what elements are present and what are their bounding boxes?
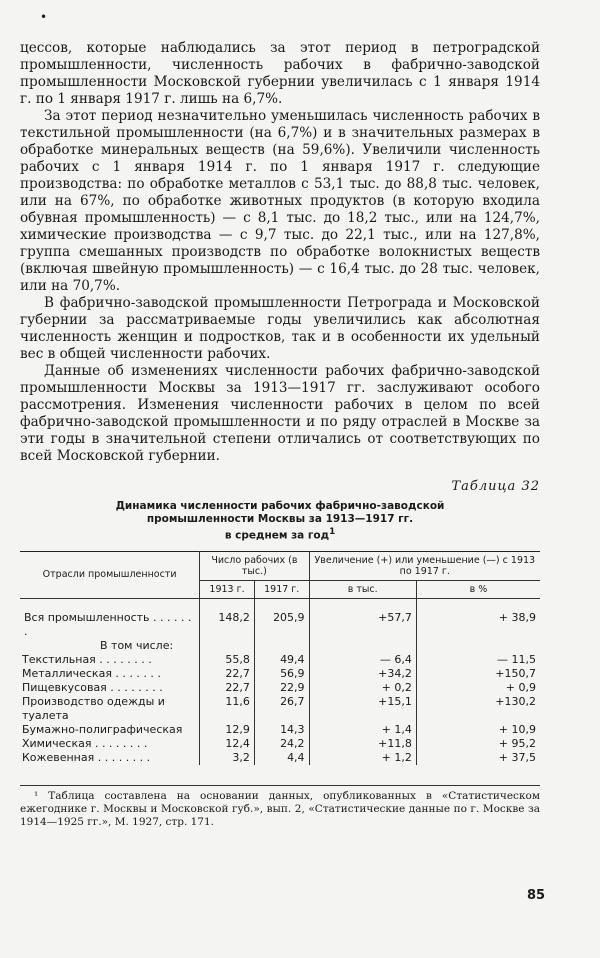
header-branch: Отрасли промышленности [20, 551, 200, 598]
paragraph-4: Данные об изменениях численности рабочих фабрично-заводской промышленности Москвы за 1913—1917 гг. заслуживают особого рассмотрения. Изменения численности рабочих в целом по всей фабрично-заводской промышленности и по ряду отраслей в Москве за эти годы в значительной степени отличались от соответствующих по всей Московской губернии. [20, 363, 540, 464]
row-pct: + 38,9 [416, 611, 540, 639]
table-title-line-1: Динамика численности рабочих фабрично-заводской [115, 500, 445, 512]
table-title [20, 500, 540, 543]
row-pct: + 10,9 [416, 723, 540, 737]
row-1917: 26,7 [254, 695, 309, 723]
table-row [20, 681, 540, 695]
row-1913: 12,4 [200, 737, 255, 751]
table-row [20, 667, 540, 681]
table-label: Таблица 32 [451, 479, 540, 494]
header-change: Увеличение (+) или уменьшение (—) с 1913 по 1917 г. [309, 551, 540, 580]
row-1913: 11,6 [200, 695, 255, 723]
row-abs: +57,7 [309, 611, 416, 639]
table-row [20, 653, 540, 667]
row-1917: 4,4 [254, 751, 309, 765]
row-pct: + 95,2 [416, 737, 540, 751]
row-1913: 22,7 [200, 681, 255, 695]
header-percent: в % [416, 580, 540, 598]
table-title-line-3 [20, 526, 540, 543]
table-title-footnote-mark: 1 [329, 527, 336, 537]
row-1917: 24,2 [254, 737, 309, 751]
table-row [20, 737, 540, 751]
row-1917: 205,9 [254, 611, 309, 639]
row-pct: + 0,9 [416, 681, 540, 695]
table-row [20, 723, 540, 737]
table-row-incl [20, 639, 540, 653]
row-name: Пищевкусовая . . . . . . . . [22, 680, 163, 694]
row-1917: 49,4 [254, 653, 309, 667]
row-1913: 22,7 [200, 667, 255, 681]
row-1917: 56,9 [254, 667, 309, 681]
row-abs: — 6,4 [309, 653, 416, 667]
row-1913: 55,8 [200, 653, 255, 667]
row-abs: +11,8 [309, 737, 416, 751]
paragraph-3: В фабрично-заводской промышленности Петрограда и Московской губернии за рассматриваемые годы увеличились как абсолютная численность женщин и подростков, так и в особенности их удельный вес в общей численности рабочих. [20, 295, 540, 362]
row-name: Бумажно-полиграфическая [22, 722, 183, 736]
row-abs: +34,2 [309, 667, 416, 681]
page-content [20, 40, 540, 829]
header-thousand: в тыс. [309, 580, 416, 598]
row-1913: 148,2 [200, 611, 255, 639]
row-name: Металлическая . . . . . . . [22, 666, 161, 680]
row-1913: 3,2 [200, 751, 255, 765]
row-1917: 22,9 [254, 681, 309, 695]
header-1917: 1917 г. [254, 580, 309, 598]
row-name: Вся промышленность . . . . . . . [24, 610, 192, 638]
row-abs: +15,1 [309, 695, 416, 723]
incl-label: В том числе: [100, 638, 174, 652]
data-table [20, 551, 540, 765]
row-pct: + 37,5 [416, 751, 540, 765]
table-row [20, 751, 540, 765]
header-workers: Число рабочих (в тыс.) [200, 551, 309, 580]
bullet-mark: • [40, 10, 48, 24]
paragraph-2: За этот период незначительно уменьшилась численность рабочих в текстильной промышленности (на 6,7%) и в значительных размерах в обработке минеральных веществ (на 59,6%). Увеличили численность рабочих с 1 января 1914 г. по 1 января 1917 г. следующие производства: по обработке металлов с 53,1 тыс. до 88,8 тыс. человек, или на 67%, по обработке животных продуктов (в которую входила обувная промышленность) — с 8,1 тыс. до 18,2 тыс., или на 124,7%, химические производства — с 9,7 тыс. до 22,1 тыс., или на 127,8%, группа смешанных производств по обработке волокнистых веществ (включая швейную промышленность) — с 16,4 тыс. до 28 тыс. человек, или на 70,7%. [20, 108, 540, 294]
footnote: ¹ Таблица составлена на основании данных, опубликованных в «Статистическом ежегоднике г. Москвы и Московской губ.», вып. 2, «Статистические данные по г. Москве за 1914—1925 гг.», М. 1927, стр. 171. [20, 785, 540, 829]
header-1913: 1913 г. [200, 580, 255, 598]
row-pct: +150,7 [416, 667, 540, 681]
page-number: 85 [527, 888, 546, 903]
row-1913: 12,9 [200, 723, 255, 737]
row-name: Текстильная . . . . . . . . [22, 652, 152, 666]
row-name: Химическая . . . . . . . . [22, 736, 148, 750]
row-abs: + 1,4 [309, 723, 416, 737]
table-row [20, 695, 540, 723]
table-title-line-2: промышленности Москвы за 1913—1917 гг. [146, 513, 414, 525]
row-abs: + 0,2 [309, 681, 416, 695]
row-name: Кожевенная . . . . . . . . [22, 750, 151, 764]
paragraph-1: цессов, которые наблюдались за этот период в петроградской промышленности, численность рабочих в фабрично-заводской промышленности Московской губернии увеличилась с 1 января 1914 г. по 1 января 1917 г. лишь на 6,7%. [20, 40, 540, 107]
row-1917: 14,3 [254, 723, 309, 737]
row-abs: + 1,2 [309, 751, 416, 765]
row-pct: +130,2 [416, 695, 540, 723]
table-row-total [20, 611, 540, 639]
table-title-line-3-text: в среднем за год [224, 529, 330, 542]
row-pct: — 11,5 [416, 653, 540, 667]
row-name: Производство одежды и туалета [22, 694, 165, 722]
